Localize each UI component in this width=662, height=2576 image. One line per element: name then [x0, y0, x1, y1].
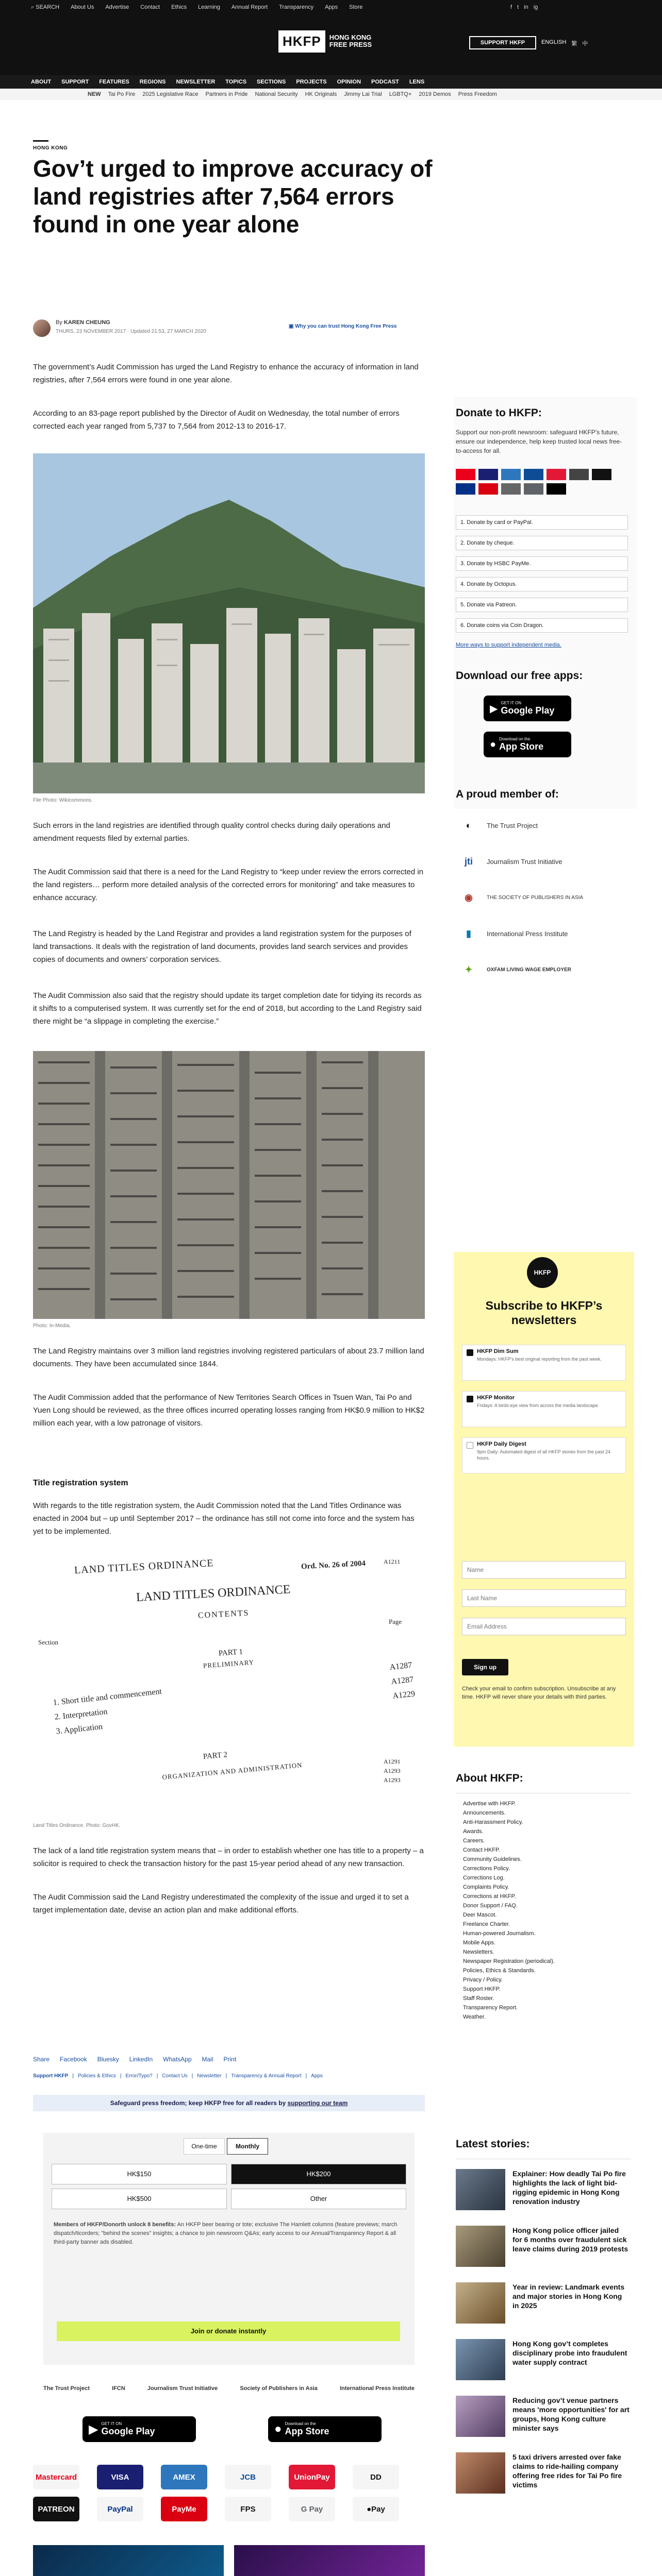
payment-unionpay: UnionPay [289, 2465, 335, 2489]
applepay-label: Pay [371, 2504, 385, 2514]
payment-paypal: PayPal [97, 2497, 143, 2521]
partner-logo[interactable]: Journalism Trust Initiative [147, 2385, 218, 2392]
share-mail[interactable]: Mail [202, 2056, 213, 2063]
language-simp[interactable]: 中 [582, 41, 588, 47]
author-link[interactable]: KAREN CHEUNG [63, 319, 110, 326]
doc-contents: CONTENTS [197, 1608, 250, 1620]
trending-link[interactable]: National Security [255, 91, 298, 97]
member-name: The Trust Project [487, 821, 538, 829]
trust-text: Why you can trust Hong Kong Free Press [295, 324, 397, 329]
newsletter-desc: Fridays: A birds-eye view from across the media landscape. [477, 1403, 600, 1408]
footer-link[interactable]: Support HKFP [33, 2073, 69, 2079]
about-link[interactable]: Corrections Policy. [463, 1866, 510, 1872]
sidebar-google-play[interactable] [484, 696, 571, 721]
about-link[interactable]: Staff Roster. [463, 1995, 494, 2002]
trending-link[interactable]: 2019 Demos [419, 91, 451, 97]
author-avatar[interactable] [33, 319, 51, 337]
linkedin-icon[interactable]: in [524, 4, 528, 10]
member-logo[interactable] [456, 850, 562, 873]
safeguard-link[interactable]: supporting our team [287, 2099, 348, 2107]
about-link[interactable]: Transparency Report. [463, 2005, 518, 2011]
about-link[interactable]: Corrections Log. [463, 1875, 505, 1881]
logo-line1: HONG KONG [329, 33, 372, 41]
footer-link[interactable]: Policies & Ethics [77, 2073, 116, 2079]
article-footer-links: Support HKFP | Policies & Ethics | Error/Typo? | Contact Us | Newsletter | Transparency & Annual Report | Apps [33, 2073, 323, 2079]
payment-fps: FPS [225, 2497, 271, 2521]
top-utility-bar [0, 0, 662, 14]
about-link[interactable]: Privacy / Policy. [463, 1977, 503, 1983]
fps-icon [501, 483, 521, 495]
member-logo[interactable] [456, 958, 571, 981]
about-link[interactable]: Community Guidelines. [463, 1856, 522, 1862]
nav-lens[interactable]: LENS [409, 79, 425, 85]
newsletter-desc: Mondays: HKFP's best original reporting from the past week. [477, 1357, 602, 1362]
about-link[interactable]: Freelance Charter. [463, 1921, 510, 1927]
partner-logo[interactable]: IFCN [112, 2385, 125, 2392]
amount-option[interactable]: HK$500 [52, 2189, 227, 2209]
payment-amex: AMEX [161, 2465, 207, 2489]
paypal-icon [456, 483, 475, 495]
trending-link[interactable]: Press Freedom [458, 91, 497, 97]
trust-link[interactable] [289, 324, 397, 329]
language-trad[interactable]: 繁 [571, 41, 577, 47]
payment-patreon: PATREON [33, 2497, 79, 2521]
about-link[interactable]: Weather. [463, 2014, 486, 2020]
trending-link[interactable]: Partners in Pride [205, 91, 248, 97]
checkbox-unchecked[interactable] [467, 1442, 473, 1449]
apple-icon: ● [274, 2422, 282, 2436]
newsletter-heading: Subscribe to HKFP’s newsletters [485, 1299, 603, 1327]
share-linkedin[interactable]: LinkedIn [129, 2056, 153, 2063]
footer-link[interactable]: Transparency & Annual Report [231, 2073, 302, 2079]
donate-option[interactable]: 5. Donate via Patreon. [456, 598, 628, 612]
story-title: Hong Kong gov’t completes disciplinary probe into fraudulent water supply contract [512, 2340, 627, 2366]
share-bar [33, 2056, 236, 2063]
nav-sections[interactable]: SECTIONS [257, 79, 286, 85]
support-hkfp-button[interactable]: SUPPORT HKFP [469, 36, 536, 49]
article-paragraph: The Audit Commission said the Land Registry underestimated the complexity of the issue and urged it to set a target implementation date, devise an action plan and make additional efforts. [33, 1893, 409, 1914]
nav-opinion[interactable]: OPINION [337, 79, 361, 85]
doc-row-page: A1229 [392, 1689, 416, 1701]
trending-link[interactable]: Tai Po Fire [108, 91, 136, 97]
gpay-icon [524, 483, 543, 495]
amount-option-selected[interactable]: HK$200 [231, 2164, 406, 2184]
instagram-icon[interactable]: ig [533, 4, 538, 10]
topbar-link[interactable]: Ethics [171, 4, 187, 10]
main-nav [0, 75, 662, 89]
about-heading: About HKFP: [456, 1772, 523, 1784]
doc-row-title: Interpretation [62, 1707, 108, 1721]
footer-link[interactable]: Error/Typo? [125, 2073, 153, 2079]
badge-name: App Store [285, 2426, 329, 2436]
doc-pages2 [384, 1757, 401, 1785]
badge-name: App Store [499, 741, 544, 752]
story-thumbnail [456, 2339, 505, 2380]
twitter-icon[interactable]: t [517, 4, 519, 10]
unionpay-icon [547, 469, 566, 480]
donate-option[interactable]: 4. Donate by Octopus. [456, 577, 628, 591]
mastercard-icon [456, 469, 475, 480]
nav-features[interactable]: FEATURES [99, 79, 129, 85]
partner-logo[interactable]: The Trust Project [43, 2385, 90, 2392]
play-icon: ▶ [490, 703, 498, 715]
badge-small: Download on the [499, 737, 531, 741]
story-title: 5 taxi drivers arrested over fake claims to ride-hailing company offering free rides for Tai Po fire victims [512, 2453, 622, 2489]
topbar-link[interactable]: Apps [325, 4, 338, 10]
donate-option[interactable]: 3. Donate by HSBC PayMe. [456, 556, 628, 571]
patreon-icon [592, 469, 611, 480]
nav-support[interactable]: SUPPORT [61, 79, 89, 85]
article-paragraph: The Audit Commission added that the performance of New Territories Search Offices in Tsuen Wan, Tai Po and Yuen Long should be reviewed, as the three offices incurred operating losses ranging from HK$0.9 million to HK$2 million each year, with a low patronage of visitors. [33, 1393, 425, 1428]
doc-row-page: A1287 [389, 1660, 412, 1672]
about-link[interactable]: Mobile Apps. [463, 1940, 495, 1946]
article-paragraph: The Land Registry is headed by the Land Registrar and provides a land registration system for the purposes of land transactions. It deals with the registration of land documents, provides land search services and provides copies of documents and owners’ corporation services. [33, 929, 411, 964]
ordinance-document-image [33, 1551, 425, 1819]
newsletter-name: HKFP Daily Digest [477, 1441, 526, 1447]
story-title: Explainer: How deadly Tai Po fire highlights the lack of light bid-rigging epidemic in Hong Kong renovation industry [512, 2170, 626, 2206]
apple-icon: ● [367, 2504, 372, 2514]
doc-row-title: Short title and commencement [60, 1687, 162, 1707]
article-image [33, 1051, 425, 1319]
about-link[interactable]: Human-powered Journalism. [463, 1930, 536, 1937]
article-paragraph: The Audit Commission said that there is a need for the Land Registry to “keep under review the errors corrected in the land registers… perform more detailed analysis of the corrected errors for monitoring” and take measures to enhance accuracy. [33, 868, 424, 902]
member-name: THE SOCIETY OF PUBLISHERS IN ASIA [487, 894, 584, 901]
doc-page-ref: A1291 [384, 1758, 401, 1765]
latest-story[interactable] [456, 2226, 631, 2277]
donate-text: Support our non-profit newsroom: safeguard HKFP's future, ensure our independence, help keep trusted local news free-to-access for all. [456, 429, 622, 454]
dd-icon [569, 469, 589, 480]
about-link[interactable]: Anti-Harassment Policy. [463, 1819, 523, 1825]
member-name: Journalism Trust Initiative [487, 857, 562, 866]
donate-payment-icons [456, 469, 628, 495]
doc-page-ref: A1293 [384, 1776, 401, 1784]
payment-payme: PayMe [161, 2497, 207, 2521]
share-label: Share [33, 2056, 50, 2063]
story-title: Year in review: Landmark events and major stories in Hong Kong in 2025 [512, 2283, 625, 2310]
sidebar-app-store[interactable] [484, 732, 571, 757]
doc-page-ref: A1293 [384, 1767, 401, 1774]
share-bluesky[interactable]: Bluesky [97, 2056, 119, 2063]
about-link[interactable]: Announcements. [463, 1810, 506, 1816]
safeguard-banner [33, 2095, 425, 2111]
member-logo[interactable] [456, 814, 538, 837]
nav-topics[interactable]: TOPICS [225, 79, 247, 85]
one-time-toggle[interactable]: One-time [184, 2138, 225, 2155]
amount-option[interactable]: HK$150 [52, 2164, 227, 2184]
topbar-link[interactable]: Learning [198, 4, 220, 10]
facebook-icon[interactable]: f [510, 4, 512, 10]
apple-icon: ● [490, 738, 496, 750]
info-icon: ▣ [289, 324, 294, 329]
article-paragraph: With regards to the title registration system, the Audit Commission noted that the Land Titles Ordinance was enacted in 2004 but – up until September 2017 – the ordinance has still not come into force and the system has yet to be implemented. [33, 1501, 415, 1536]
language-english[interactable]: ENGLISH [541, 39, 567, 45]
story-thumbnail [456, 2282, 505, 2324]
topbar-link[interactable]: Transparency [279, 4, 314, 10]
latest-story[interactable] [456, 2339, 631, 2391]
safeguard-text: Safeguard press freedom; keep HKFP free for all readers by [110, 2099, 286, 2107]
newsletter-name: HKFP Dim Sum [477, 1348, 519, 1354]
header-language [541, 39, 588, 47]
badge-name: Google Play [101, 2426, 155, 2436]
doc-ord: Ord. No. 26 of 2004 [301, 1559, 366, 1571]
subheading: Title registration system [33, 1479, 128, 1487]
about-link[interactable]: Complaints Policy. [463, 1884, 509, 1890]
share-print[interactable]: Print [223, 2056, 237, 2063]
newsletter-option[interactable] [462, 1437, 626, 1473]
footer-link[interactable]: Apps [311, 2073, 323, 2079]
doc-org: ORGANIZATION AND ADMINISTRATION [161, 1761, 303, 1781]
article-paragraph: The Land Registry maintains over 3 million land registries involving registered particulars of about 23.7 million land documents. They have been accumulated since 1844. [33, 1347, 424, 1368]
latest-heading: Latest stories: [456, 2138, 530, 2150]
badge-name: Google Play [501, 705, 555, 716]
byline [56, 319, 110, 326]
image-caption: Photo: In-Media. [33, 1323, 71, 1329]
topbar-link[interactable]: About Us [71, 4, 94, 10]
member-name: OXFAM LIVING WAGE EMPLOYER [487, 967, 571, 973]
doc-part2: PART 2 [203, 1750, 228, 1761]
newsletter-option[interactable] [462, 1345, 626, 1381]
about-link[interactable]: Contact HKFP. [463, 1847, 500, 1853]
member-name: International Press Institute [487, 929, 568, 938]
jcb-icon [524, 469, 543, 480]
ethics-promo-banner[interactable] [33, 2545, 224, 2576]
share-facebook[interactable]: Facebook [60, 2056, 87, 2063]
benefits-text: An HKFP beer bearing or tote; exclusive The Hamlett columns (feature previews; march dispatch/ticorders; "behind the scenes" insights; a chance to join newsroom Q&As; early access to our Annual/Transparency Report & all third-party banner ads disabled. [54, 2222, 398, 2245]
about-link[interactable]: Awards. [463, 1828, 484, 1835]
applepay-icon [547, 483, 566, 495]
payment-gpay: G Pay [289, 2497, 335, 2521]
nav-regions[interactable]: REGIONS [139, 79, 166, 85]
about-link[interactable]: Careers. [463, 1838, 485, 1844]
doc-page: A1211 [384, 1558, 401, 1565]
doc-section-word: Section [38, 1638, 58, 1646]
section-divider [33, 140, 48, 142]
trending-link[interactable]: LGBTQ+ [389, 91, 412, 97]
story-thumbnail [456, 2226, 505, 2267]
latest-story[interactable] [456, 2169, 631, 2221]
logo-line2: FREE PRESS [329, 41, 372, 48]
nav-podcast[interactable]: PODCAST [371, 79, 399, 85]
payment-mastercard: Mastercard [33, 2465, 79, 2489]
signup-button[interactable]: Sign up [462, 1659, 508, 1675]
article-paragraph: Such errors in the land registries are identified through quality control checks during daily operations and amendment requests filed by external parties. [33, 821, 390, 843]
logo-mark: HKFP [278, 30, 325, 53]
amex-icon [501, 469, 521, 480]
site-logo[interactable] [278, 26, 387, 57]
trending-link[interactable]: 2025 Legislative Race [142, 91, 198, 97]
doc-rows [53, 1661, 416, 1737]
payment-dd: DD [353, 2465, 399, 2489]
email-input[interactable]: Email Address [462, 1618, 626, 1635]
trending-label: NEW [88, 91, 101, 97]
latest-story[interactable] [456, 2396, 631, 2447]
payment-visa: VISA [97, 2465, 143, 2489]
doc-prelim: PRELIMINARY [203, 1658, 255, 1670]
partner-logo[interactable]: International Press Institute [340, 2385, 415, 2392]
oxfam-icon: ✦ [465, 964, 473, 975]
about-link[interactable]: Deer Mascot. [463, 1912, 497, 1918]
story-thumbnail [456, 2452, 505, 2494]
article-paragraph: The government’s Audit Commission has urged the Land Registry to enhance the accuracy of information in land registries, after 7,564 errors were found in one year alone. [33, 363, 419, 384]
doc-header: LAND TITLES ORDINANCE [74, 1557, 214, 1577]
doc-part1: PART 1 [218, 1648, 243, 1658]
doc-row-num: 1. [53, 1698, 60, 1707]
latest-story[interactable] [456, 2282, 631, 2334]
play-icon: ▶ [89, 2422, 98, 2436]
image-caption: File Photo: Wikicommons. [33, 798, 93, 803]
topbar-link[interactable]: Advertise [105, 4, 129, 10]
story-title: Hong Kong police officer jailed for 6 months over fraudulent sick leave claims during 2019 protests [512, 2226, 628, 2253]
monthly-toggle[interactable]: Monthly [227, 2138, 268, 2155]
section-label[interactable]: HONG KONG [33, 145, 68, 151]
donate-option[interactable]: 1. Donate by card or PayPal. [456, 515, 628, 530]
trending-link[interactable]: Jimmy Lai Trial [344, 91, 382, 97]
checkbox-checked[interactable] [467, 1349, 473, 1356]
jti-icon: jti [465, 856, 473, 867]
press-promo-banner[interactable] [234, 2545, 425, 2576]
sopa-icon: ◉ [465, 892, 473, 903]
footer-link[interactable]: Newsletter [197, 2073, 222, 2079]
search-link[interactable]: ⌕ SEARCH [31, 4, 60, 10]
nav-newsletter[interactable]: NEWSLETTER [176, 79, 216, 85]
about-link[interactable]: Corrections at HKFP. [463, 1893, 516, 1900]
story-thumbnail [456, 2396, 505, 2437]
about-link[interactable]: Support HKFP. [463, 1986, 501, 1992]
article-dates: THURS, 23 NOVEMBER 2017 · Updated 21:53, 27 MARCH 2020 [56, 329, 206, 334]
ipi-icon: ▮ [466, 928, 471, 939]
newsletter-desc: 9pm Daily: Automated digest of all HKFP stories from the past 24 hours. [477, 1449, 610, 1461]
story-title: Reducing gov’t venue partners means 'more opportunities' for art groups, Hong Kong culture minister says [512, 2396, 630, 2432]
member-logo[interactable] [456, 886, 583, 909]
donate-heading: Donate to HKFP: [456, 407, 542, 419]
about-link[interactable]: Donor Support / FAQ. [463, 1903, 518, 1909]
payment-jcb: JCB [225, 2465, 271, 2489]
article-paragraph: The Audit Commission also said that the registry should update its target completion date for tidying its records as it shifts to a computerised system. It was currently set for the end of 2018, but according to the Land Registry said there might be “a slippage in completing the exercise.” [33, 991, 422, 1026]
newsletter-option[interactable] [462, 1391, 626, 1427]
member-heading: A proud member of: [456, 788, 559, 800]
app-store-badge[interactable] [268, 2416, 382, 2442]
image-caption: Land Titles Ordinance. Photo: GovHK. [33, 1823, 121, 1828]
payment-applepay [353, 2497, 399, 2521]
benefits-note [54, 2221, 404, 2247]
badge-small: Download on the [285, 2421, 316, 2426]
join-donate-button[interactable]: Join or donate instantly [57, 2321, 400, 2341]
latest-story[interactable] [456, 2452, 631, 2504]
last-name-input[interactable]: Last Name [462, 1589, 626, 1607]
apps-heading: Download our free apps: [456, 670, 583, 682]
payme-icon [478, 483, 498, 495]
google-play-badge[interactable] [82, 2416, 196, 2442]
badge-small: GET IT ON [501, 701, 522, 705]
article-paragraph: According to an 83-page report published by the Director of Audit on Wednesday, the total number of errors corrected each year ranged from 5,737 to 7,564 from 2012-13 to 2016-17. [33, 409, 400, 431]
partner-logos [43, 2385, 415, 2392]
visa-icon [478, 469, 498, 480]
checkbox-checked[interactable] [467, 1396, 473, 1402]
nav-projects[interactable]: PROJECTS [296, 79, 327, 85]
trending-bar [0, 89, 662, 100]
trust-project-icon: ◐ [466, 820, 472, 831]
about-link[interactable]: Newsletters. [463, 1949, 494, 1955]
topbar-link[interactable]: Contact [140, 4, 160, 10]
name-input[interactable]: Name [462, 1561, 626, 1579]
amount-option[interactable]: Other [231, 2189, 406, 2209]
doc-page-word: Page [389, 1618, 402, 1625]
doc-row-num: 2. [54, 1712, 61, 1722]
more-ways-link[interactable]: More ways to support independent media. [456, 642, 561, 648]
share-whatsapp[interactable]: WhatsApp [163, 2056, 192, 2063]
donate-option[interactable]: 6. Donate coins via Coin Dragon. [456, 618, 628, 633]
newsletter-name: HKFP Monitor [477, 1395, 515, 1401]
about-link[interactable]: Policies, Ethics & Standards. [463, 1968, 536, 1974]
donate-option[interactable]: 2. Donate by cheque. [456, 536, 628, 550]
newsletter-note: Check your email to confirm subscription. Unsubscribe at any time. HKFP will never share your details with third parties. [462, 1686, 616, 1700]
doc-row-num: 3. [55, 1726, 63, 1736]
about-link[interactable]: Advertise with HKFP. [463, 1801, 516, 1807]
partner-logo[interactable]: Society of Publishers in Asia [240, 2385, 318, 2392]
benefits-bold: Members of HKFP/Donorth unlock 8 benefits: [54, 2222, 176, 2228]
member-logo[interactable] [456, 922, 568, 945]
doc-title: LAND TITLES ORDINANCE [136, 1583, 291, 1604]
search-icon: ⌕ [31, 4, 35, 10]
footer-link[interactable]: Contact Us [162, 2073, 188, 2079]
article-image [33, 453, 425, 793]
topbar-link[interactable]: Store [349, 4, 363, 10]
by-word: By [56, 319, 62, 326]
about-link[interactable]: Newspaper Registration (periodical). [463, 1958, 555, 1964]
story-thumbnail [456, 2169, 505, 2210]
trending-link[interactable]: HK Originals [305, 91, 337, 97]
doc-row-title: Application [63, 1722, 103, 1735]
doc-row-page: A1287 [390, 1675, 414, 1686]
newsletter-logo: HKFP [527, 1257, 558, 1288]
badge-small: GET IT ON [101, 2421, 122, 2426]
nav-about[interactable]: ABOUT [31, 79, 52, 85]
article-paragraph: The lack of a land title registration system means that – in order to establish whether one has title to a property – a solicitor is required to check the transaction history for the past 15-year period ahead of any new transaction. [33, 1846, 424, 1868]
article-title: Gov’t urged to improve accuracy of land registries after 7,564 errors found in one year alone [33, 155, 433, 238]
topbar-link[interactable]: Annual Report [231, 4, 268, 10]
